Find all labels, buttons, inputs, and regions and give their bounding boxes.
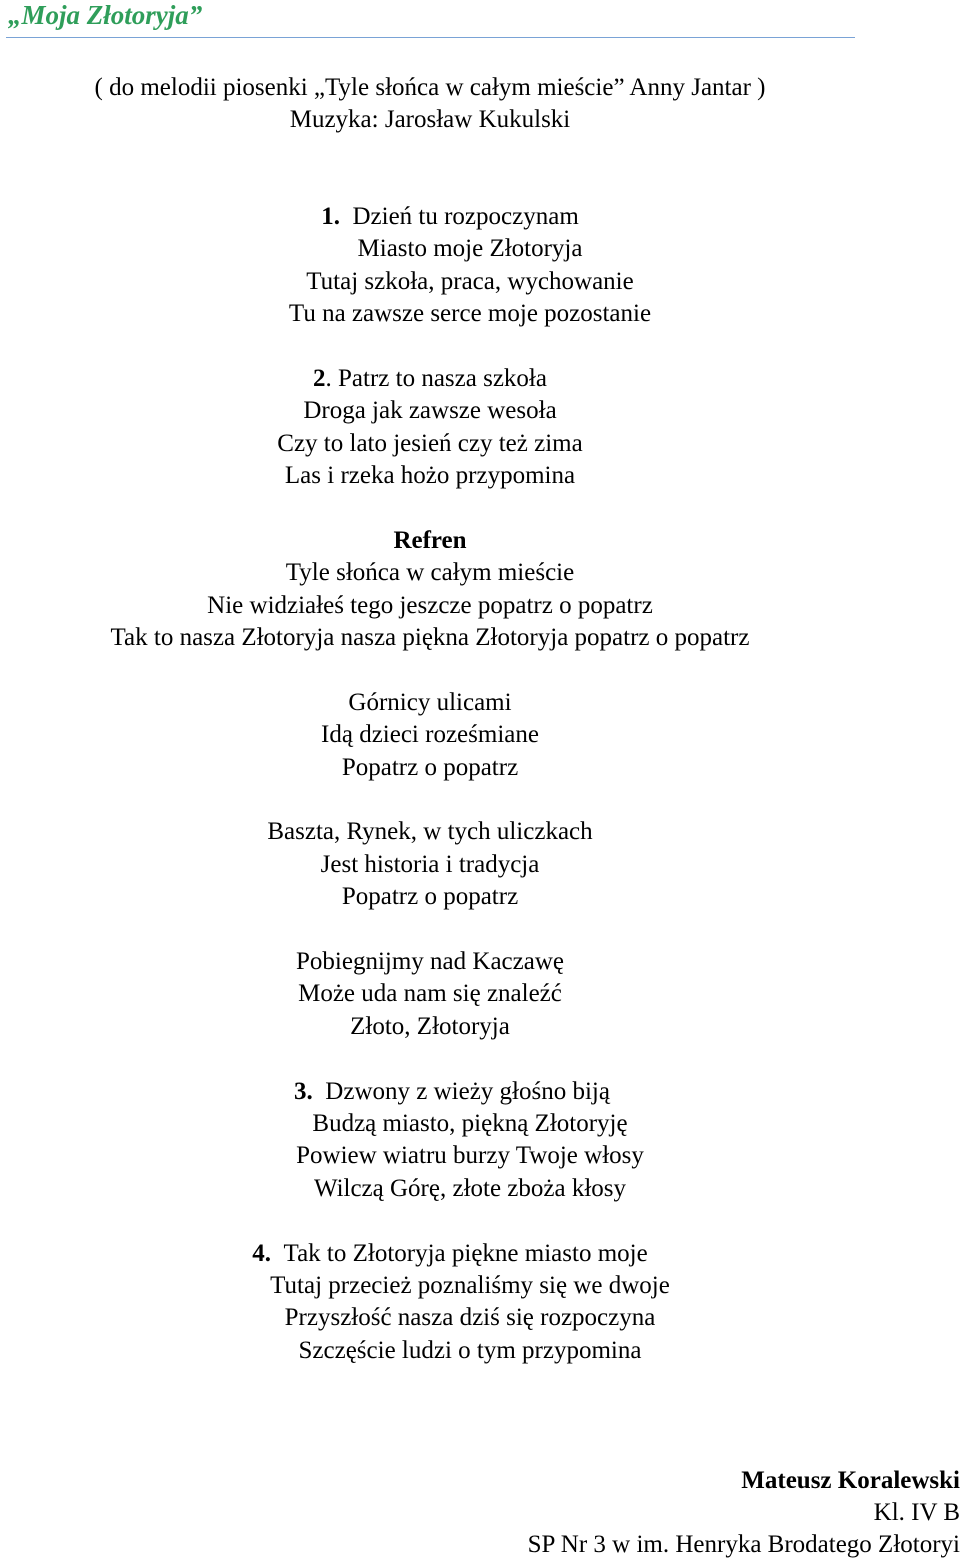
stanza-b-line1: Baszta, Rynek, w tych uliczkach: [267, 818, 593, 845]
stanza-a-line2: Idą dzieci roześmiane: [321, 721, 539, 748]
stanza-a-line1: Górnicy ulicami: [348, 689, 512, 716]
signature-school: SP Nr 3 w im. Henryka Brodatego Złotoryi: [527, 1531, 960, 1558]
verse2-line1: 2. Patrz to nasza szkoła: [313, 365, 547, 392]
verse2-line4: Las i rzeka hożo przypomina: [284, 462, 576, 489]
verse2-line2: Droga jak zawsze wesoła: [303, 397, 557, 424]
verse4-line2: Tutaj przecież poznaliśmy się we dwoje: [270, 1272, 670, 1299]
verse2-number: 2: [313, 365, 326, 392]
verse3-line2: Budzą miasto, piękną Złotoryję: [312, 1110, 628, 1137]
stanza-b-line3: Popatrz o popatrz: [341, 883, 519, 910]
verse2-line3: Czy to lato jesień czy też zima: [277, 430, 583, 457]
verse1-line3: Tutaj szkoła, praca, wychowanie: [306, 268, 634, 295]
signature-class: Kl. IV B: [873, 1499, 960, 1526]
verse1-line4: Tu na zawsze serce moje pozostanie: [288, 300, 652, 327]
verse3-line1: 3. Dzwony z wieży głośno biją: [294, 1078, 610, 1105]
verse3-number: 3.: [294, 1078, 313, 1105]
subtitle-music: Muzyka: Jarosław Kukulski: [289, 106, 571, 133]
verse4-line1: 4. Tak to Złotoryja piękne miasto moje: [252, 1240, 648, 1267]
verse3-line4: Wilczą Górę, złote zboża kłosy: [313, 1175, 627, 1202]
verse3-line3: Powiew wiatru burzy Twoje włosy: [296, 1142, 644, 1169]
signature-author: Mateusz Koralewski: [741, 1467, 960, 1494]
verse4-line3: Przyszłość nasza dziś się rozpoczyna: [284, 1304, 656, 1331]
stanza-c-line3: Złoto, Złotoryja: [350, 1013, 510, 1040]
chorus-line3: Tak to nasza Złotoryja nasza piękna Złotoryja popatrz o popatrz: [110, 624, 750, 651]
stanza-c-line1: Pobiegnijmy nad Kaczawę: [296, 948, 564, 975]
verse4-line4: Szczęście ludzi o tym przypomina: [298, 1337, 642, 1364]
song-title: „Moja Złotoryja”: [8, 0, 203, 30]
chorus-line1: Tyle słońca w całym mieście: [285, 559, 575, 586]
verse1-number: 1.: [321, 203, 340, 230]
stanza-c-line2: Może uda nam się znaleźć: [298, 980, 562, 1007]
verse1-line2: Miasto moje Złotoryja: [357, 235, 583, 262]
stanza-b-line2: Jest historia i tradycja: [320, 851, 540, 878]
title-divider: [6, 37, 855, 38]
verse1-line1: 1. Dzień tu rozpoczynam: [321, 203, 579, 230]
verse4-number: 4.: [252, 1240, 272, 1267]
chorus-line2: Nie widziałeś tego jeszcze popatrz o popatrz: [207, 592, 653, 619]
subtitle-melody: ( do melodii piosenki „Tyle słońca w całym mieście” Anny Jantar ): [94, 74, 766, 101]
stanza-a-line3: Popatrz o popatrz: [341, 754, 519, 781]
chorus-heading: Refren: [393, 527, 467, 554]
